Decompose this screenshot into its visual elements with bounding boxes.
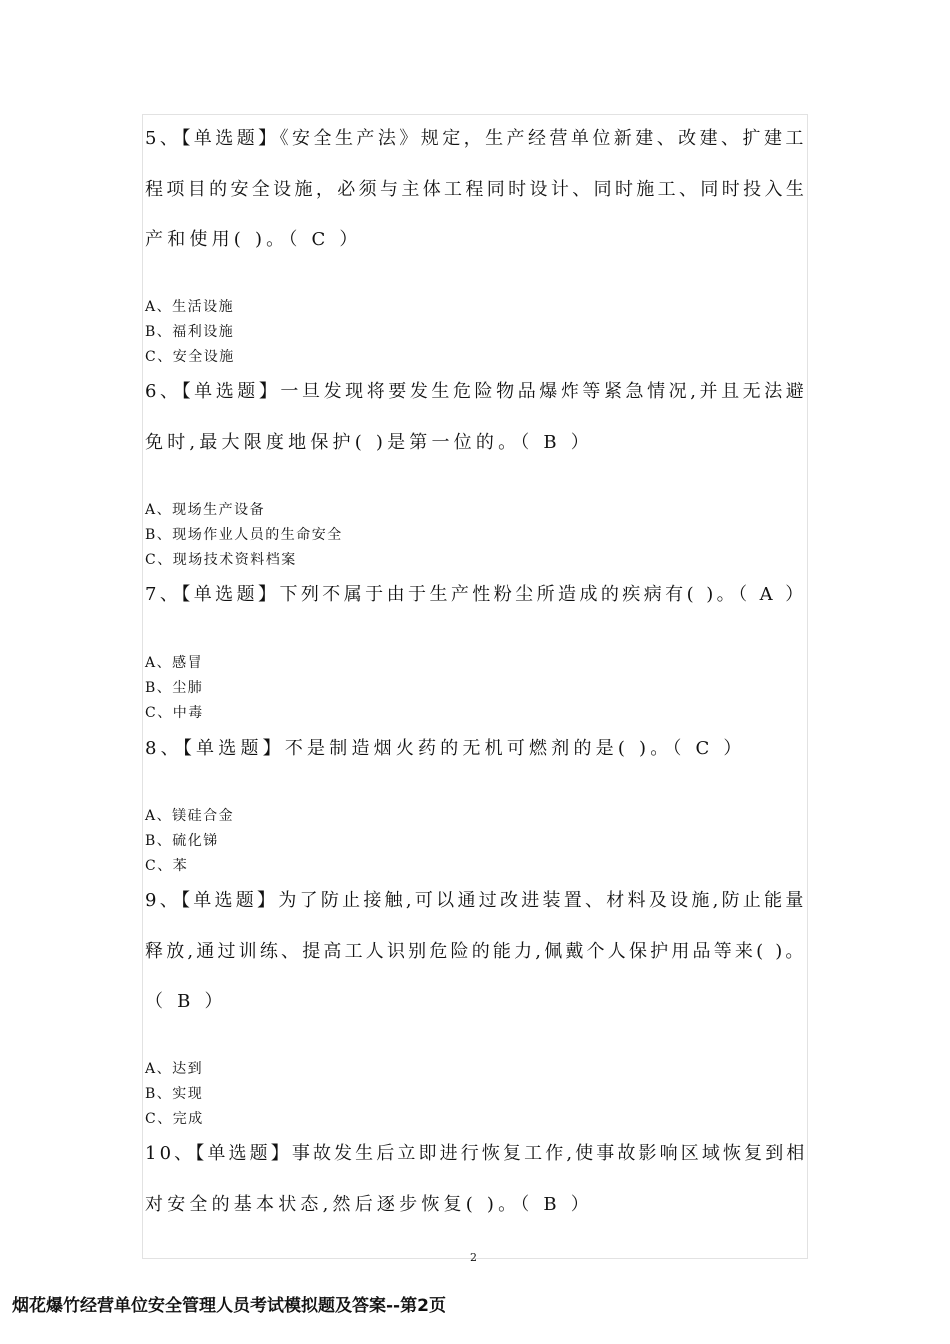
question-10-line-1: 10、【单选题】事故发生后立即进行恢复工作,使事故影响区域恢复到相	[145, 1143, 808, 1164]
question-5-line-1: 5、【单选题】《安全生产法》规定，生产经营单位新建、改建、扩建工	[145, 128, 807, 149]
question-6-option-c: C、现场技术资料档案	[145, 552, 297, 568]
question-8-option-a: A、镁硅合金	[145, 808, 235, 824]
question-8-option-c: C、苯	[145, 858, 189, 874]
question-6-line-1: 6、【单选题】一旦发现将要发生危险物品爆炸等紧急情况,并且无法避	[145, 381, 808, 402]
question-7-option-b: B、尘肺	[145, 680, 204, 696]
question-6-option-b: B、现场作业人员的生命安全	[145, 527, 343, 543]
question-6-line-2: 免时,最大限度地保护( )是第一位的。（ B ）	[145, 432, 593, 453]
question-5-line-2: 程项目的安全设施，必须与主体工程同时设计、同时施工、同时投入生	[145, 179, 808, 200]
question-9-option-a: A、达到	[145, 1061, 204, 1077]
question-9-line-1: 9、【单选题】为了防止接触,可以通过改进装置、材料及设施,防止能量	[145, 890, 807, 911]
question-7-option-a: A、感冒	[145, 655, 204, 671]
question-9-line-2: 释放,通过训练、提高工人识别危险的能力,佩戴个人保护用品等来( )。	[145, 941, 807, 962]
question-5-option-b: B、福利设施	[145, 324, 235, 340]
question-9-option-c: C、完成	[145, 1111, 204, 1127]
question-5-option-a: A、生活设施	[145, 299, 235, 315]
question-6-option-a: A、现场生产设备	[145, 502, 266, 518]
question-9-line-3: （ B ）	[145, 991, 227, 1012]
question-7-option-c: C、中毒	[145, 705, 204, 721]
question-8-option-b: B、硫化锑	[145, 833, 219, 849]
question-5-line-3: 产和使用( )。（ C ）	[145, 229, 362, 250]
question-8-line-1: 8、【单选题】不是制造烟火药的无机可燃剂的是( )。（ C ）	[145, 738, 746, 759]
page-frame	[142, 114, 808, 1259]
question-7-line-1: 7、【单选题】下列不属于由于生产性粉尘所造成的疾病有( )。（ A ）	[145, 584, 807, 605]
question-5-option-c: C、安全设施	[145, 349, 235, 365]
page-number: 2	[470, 1251, 477, 1264]
question-9-option-b: B、实现	[145, 1086, 204, 1102]
footer-title: 烟花爆竹经营单位安全管理人员考试模拟题及答案--第2页	[12, 1296, 446, 1316]
question-10-line-2: 对安全的基本状态,然后逐步恢复( )。（ B ）	[145, 1194, 593, 1215]
